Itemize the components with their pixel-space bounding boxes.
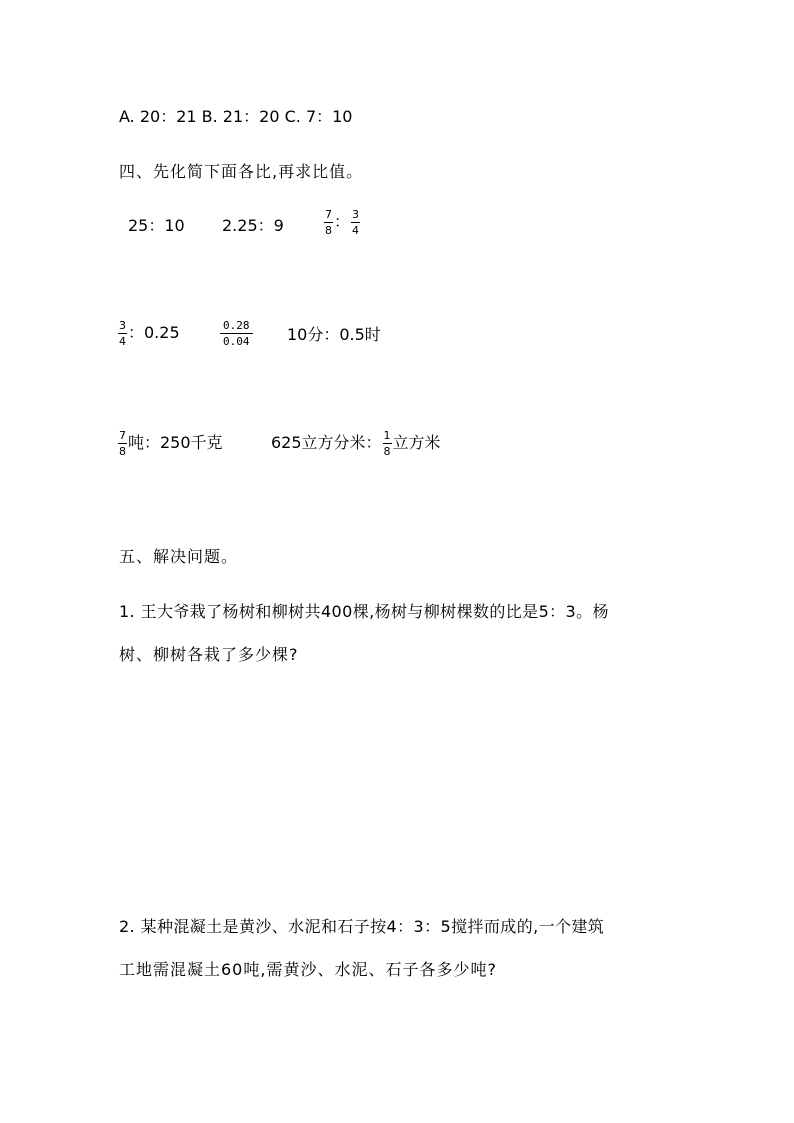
fraction-denominator: 0.04 <box>223 335 250 348</box>
ratio-item-tons-kilograms <box>117 430 223 457</box>
fraction-numerator: 3 <box>352 208 360 221</box>
ratio-prefix: 625立方分米： <box>271 433 382 452</box>
question-2-line-2: 工地需混凝土60吨,需黄沙、水泥、石子各多少吨? <box>119 960 497 979</box>
ratio-item-2.25-9: 2.25：9 <box>222 216 284 235</box>
fraction <box>324 209 333 236</box>
section5-title: 五、解决问题。 <box>119 547 239 566</box>
question-1-line-2: 树、柳树各栽了多少棵? <box>119 645 299 664</box>
fraction <box>118 430 127 457</box>
ratio-rest: ：0.25 <box>128 323 180 342</box>
fraction-denominator: 8 <box>383 445 391 458</box>
ratio-suffix: 立方米 <box>392 433 441 452</box>
section4-title: 四、先化简下面各比,再求比值。 <box>119 162 364 181</box>
fraction-numerator: 1 <box>383 429 391 442</box>
fraction-denominator: 4 <box>119 335 126 348</box>
ratio-item-minutes-hours: 10分：0.5时 <box>287 325 381 344</box>
fraction <box>220 320 253 347</box>
answer-choices: A. 20：21 B. 21：20 C. 7：10 <box>119 107 353 126</box>
fraction <box>351 209 360 236</box>
fraction-numerator: 7 <box>325 208 332 221</box>
question-2-line-1: 2. 某种混凝土是黄沙、水泥和石子按4：3：5搅拌而成的,一个建筑 <box>119 917 605 936</box>
fraction-denominator: 8 <box>325 224 332 237</box>
ratio-item-decimal-fraction <box>219 320 254 347</box>
ratio-item-fraction-fraction <box>323 209 361 236</box>
fraction <box>118 320 127 347</box>
ratio-item-volume <box>271 430 441 457</box>
ratio-item-25-10: 25：10 <box>128 216 185 235</box>
ratio-rest: 吨：250千克 <box>128 433 223 452</box>
fraction-numerator: 3 <box>119 319 126 332</box>
question-1-line-1: 1. 王大爷栽了杨树和柳树共400棵,杨树与柳树棵数的比是5：3。杨 <box>119 602 609 621</box>
ratio-item-fraction-0.25 <box>117 320 180 347</box>
fraction-numerator: 7 <box>119 429 126 442</box>
fraction-denominator: 4 <box>352 224 360 237</box>
fraction <box>383 430 392 457</box>
ratio-separator: ： <box>334 212 351 231</box>
fraction-denominator: 8 <box>119 445 126 458</box>
fraction-numerator: 0.28 <box>220 320 253 334</box>
